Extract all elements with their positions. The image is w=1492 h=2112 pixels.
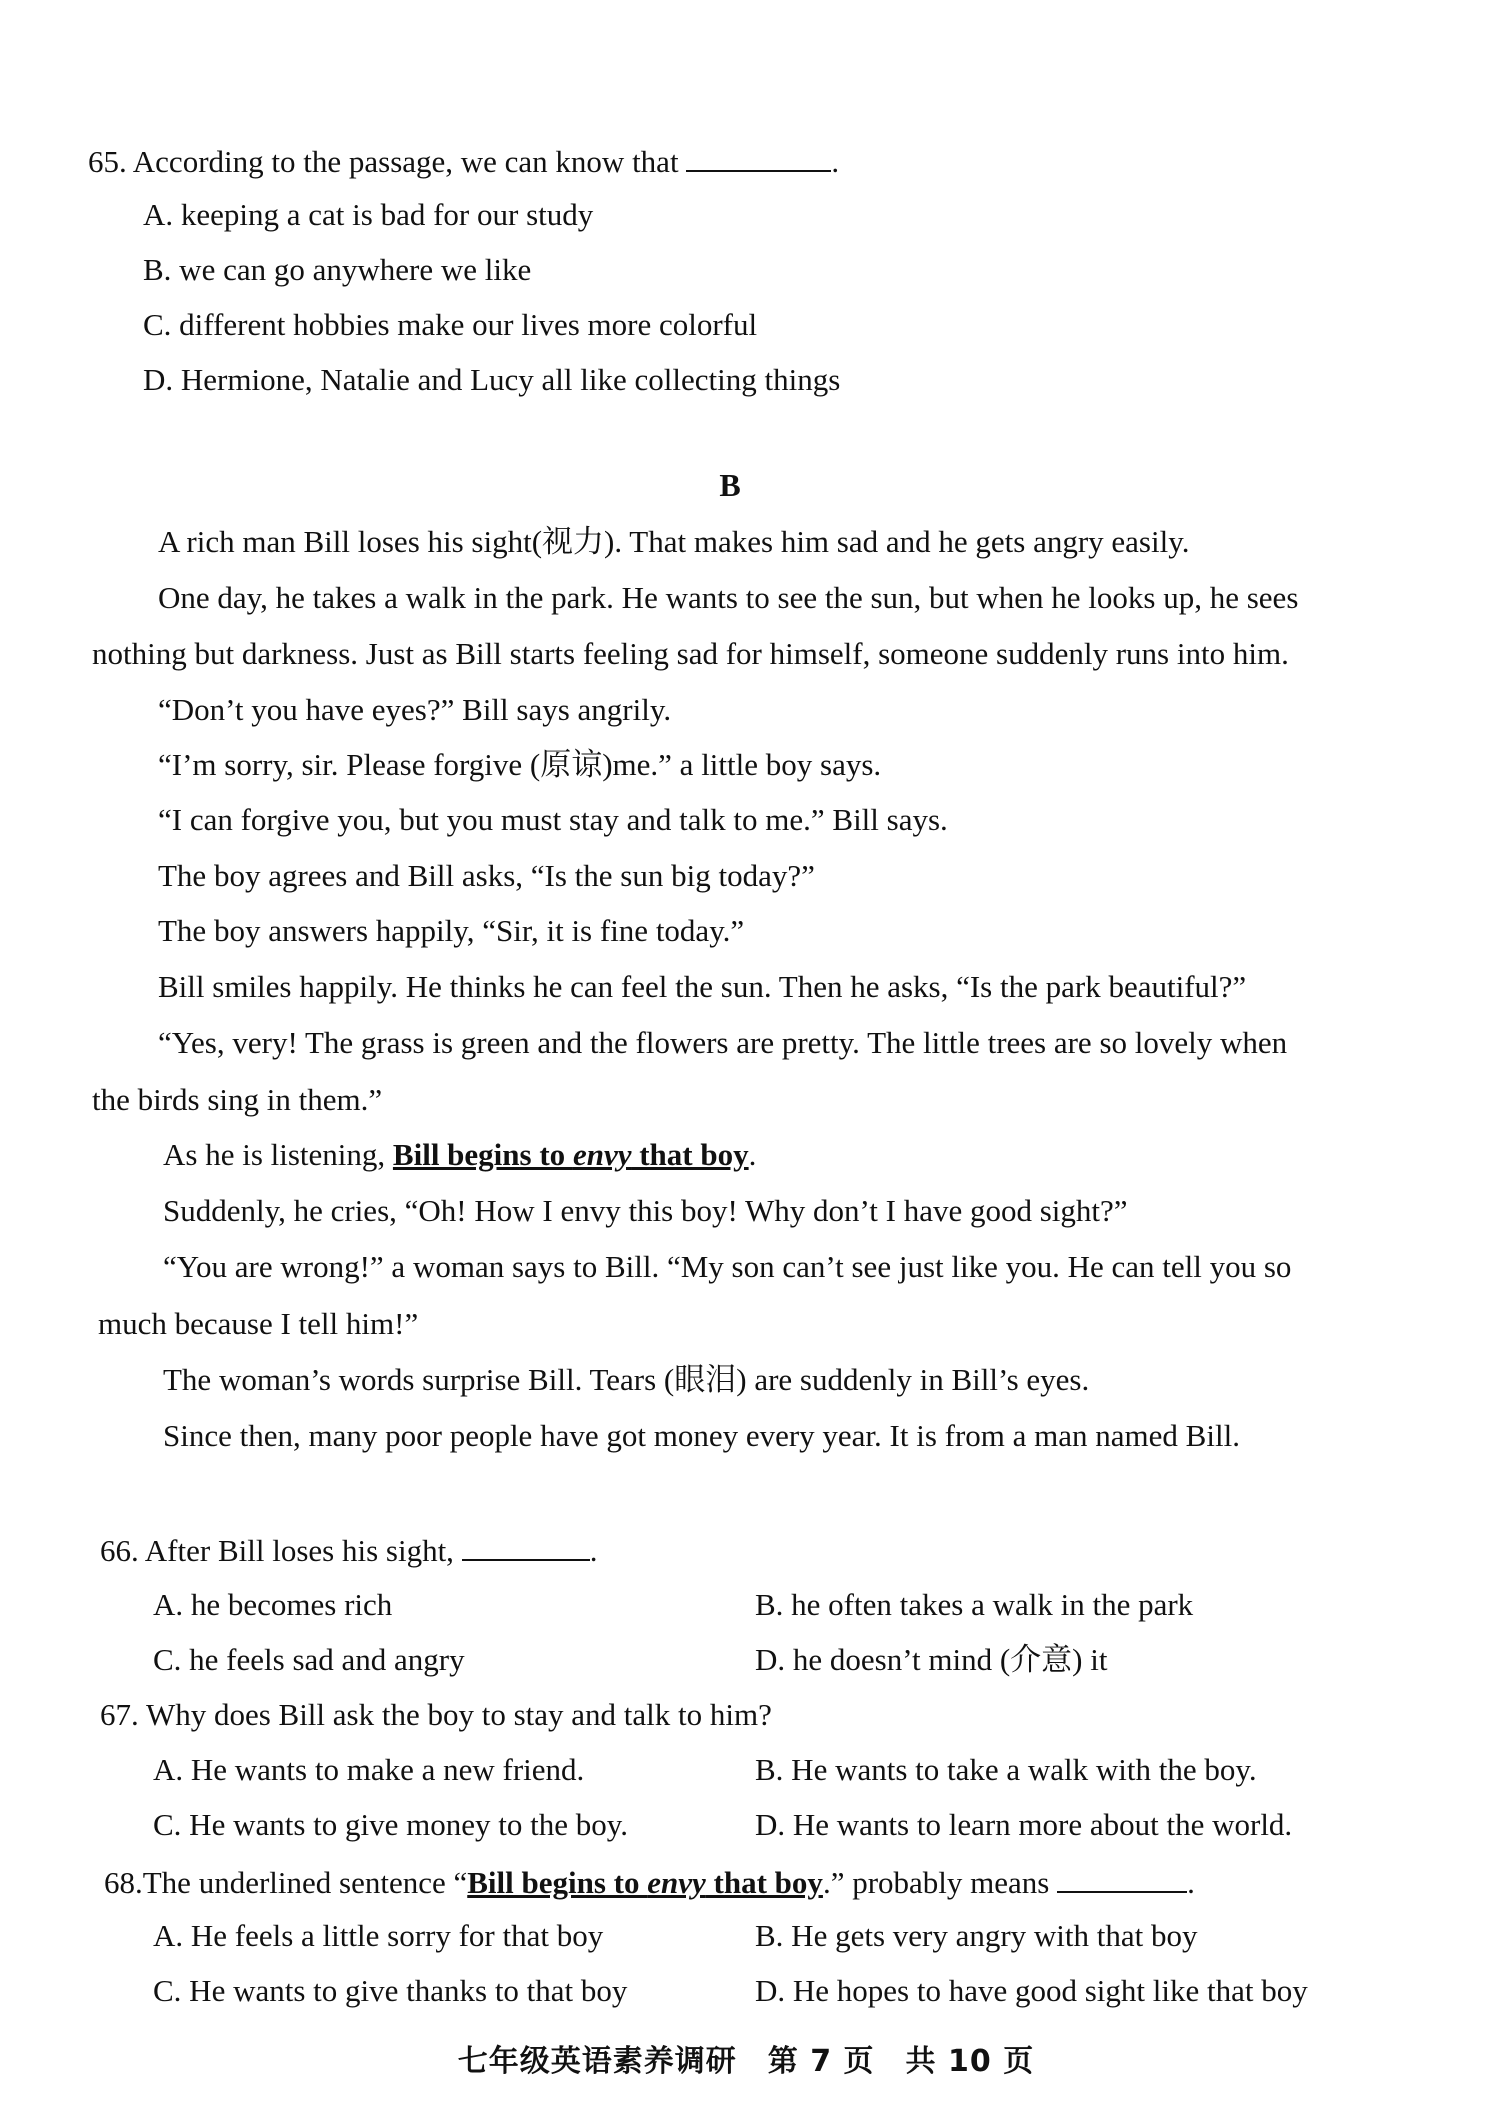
q66-end: . <box>589 1533 598 1568</box>
q68-underlined-envy: envy <box>647 1865 706 1900</box>
q68-underlined-sentence <box>467 1865 823 1900</box>
q68-underlined-part-b: that boy <box>705 1865 823 1900</box>
q66-option-b: B. he often takes a walk in the park <box>755 1587 1194 1622</box>
q65-option-a: A. keeping a cat is bad for our study <box>143 197 594 232</box>
q65-stem-text: 65. According to the passage, we can know that <box>88 144 679 179</box>
q67-option-a: A. He wants to make a new friend. <box>153 1752 585 1787</box>
q65-stem <box>88 140 839 182</box>
passage-line-6: “I can forgive you, but you must stay and talk to me.” Bill says. <box>158 802 948 837</box>
q68-underlined-part-a: Bill begins to <box>467 1865 648 1900</box>
q68-stem <box>104 1861 1195 1903</box>
passage-line-8: The boy answers happily, “Sir, it is fine today.” <box>158 913 745 948</box>
listening-end: . <box>748 1137 757 1172</box>
passage-line-16: The woman’s words surprise Bill. Tears (眼泪) are suddenly in Bill’s eyes. <box>163 1362 1090 1397</box>
q68-stem-prefix: 68.The underlined sentence “ <box>104 1865 468 1900</box>
q66-option-a: A. he becomes rich <box>153 1587 393 1622</box>
passage-line-3: nothing but darkness. Just as Bill starts feeling sad for himself, someone suddenly runs into him. <box>92 636 1289 671</box>
section-b-heading: B <box>719 467 741 503</box>
page-footer: 七年级英语素养调研 第 7 页 共 10 页 <box>457 2044 1035 2079</box>
underlined-sentence <box>393 1137 749 1172</box>
listening-prefix: As he is listening, <box>163 1137 393 1172</box>
q67-option-d: D. He wants to learn more about the world. <box>755 1807 1293 1842</box>
q68-stem-suffix: .” probably means <box>822 1865 1050 1900</box>
passage-line-17: Since then, many poor people have got money every year. It is from a man named Bill. <box>163 1418 1240 1453</box>
q66-option-c: C. he feels sad and angry <box>153 1642 465 1677</box>
passage-line-10: “Yes, very! The grass is green and the flowers are pretty. The little trees are so lovely when <box>158 1025 1288 1060</box>
q66-option-d: D. he doesn’t mind (介意) it <box>755 1642 1108 1677</box>
passage-line-7: The boy agrees and Bill asks, “Is the sun big today?” <box>158 858 815 893</box>
underlined-part-b: that boy <box>631 1137 749 1172</box>
q68-end: . <box>1187 1865 1195 1900</box>
passage-line-11: the birds sing in them.” <box>92 1082 383 1117</box>
q66-blank <box>462 1529 590 1561</box>
q66-stem-text: 66. After Bill loses his sight, <box>100 1533 454 1568</box>
passage-line-9: Bill smiles happily. He thinks he can feel the sun. Then he asks, “Is the park beautiful?” <box>158 969 1247 1004</box>
q68-option-d: D. He hopes to have good sight like that boy <box>755 1973 1308 2008</box>
q66-stem <box>100 1529 597 1571</box>
q68-blank <box>1057 1861 1187 1893</box>
underlined-envy: envy <box>572 1137 632 1172</box>
passage-line-1: A rich man Bill loses his sight(视力). That makes him sad and he gets angry easily. <box>158 524 1190 559</box>
q65-option-d: D. Hermione, Natalie and Lucy all like collecting things <box>143 362 841 397</box>
passage-line-14: “You are wrong!” a woman says to Bill. “My son can’t see just like you. He can tell you so <box>163 1249 1292 1284</box>
q65-blank <box>686 140 831 172</box>
q65-option-b: B. we can go anywhere we like <box>143 252 532 287</box>
q68-option-c: C. He wants to give thanks to that boy <box>153 1973 628 2008</box>
passage-line-12 <box>163 1135 756 1175</box>
passage-line-15: much because I tell him!” <box>98 1306 419 1341</box>
q65-option-c: C. different hobbies make our lives more colorful <box>143 307 758 342</box>
passage-line-4: “Don’t you have eyes?” Bill says angrily. <box>158 692 672 727</box>
passage-line-5: “I’m sorry, sir. Please forgive (原谅)me.” a little boy says. <box>158 747 882 782</box>
q68-option-a: A. He feels a little sorry for that boy <box>153 1918 604 1953</box>
q67-option-c: C. He wants to give money to the boy. <box>153 1807 628 1842</box>
q68-option-b: B. He gets very angry with that boy <box>755 1918 1198 1953</box>
q67-stem: 67. Why does Bill ask the boy to stay and talk to him? <box>100 1697 772 1732</box>
underlined-part-a: Bill begins to <box>392 1137 573 1172</box>
q65-end: . <box>831 144 840 179</box>
q67-option-b: B. He wants to take a walk with the boy. <box>755 1752 1257 1787</box>
passage-line-2: One day, he takes a walk in the park. He wants to see the sun, but when he looks up, he sees <box>158 580 1299 615</box>
passage-line-13: Suddenly, he cries, “Oh! How I envy this boy! Why don’t I have good sight?” <box>163 1193 1128 1228</box>
